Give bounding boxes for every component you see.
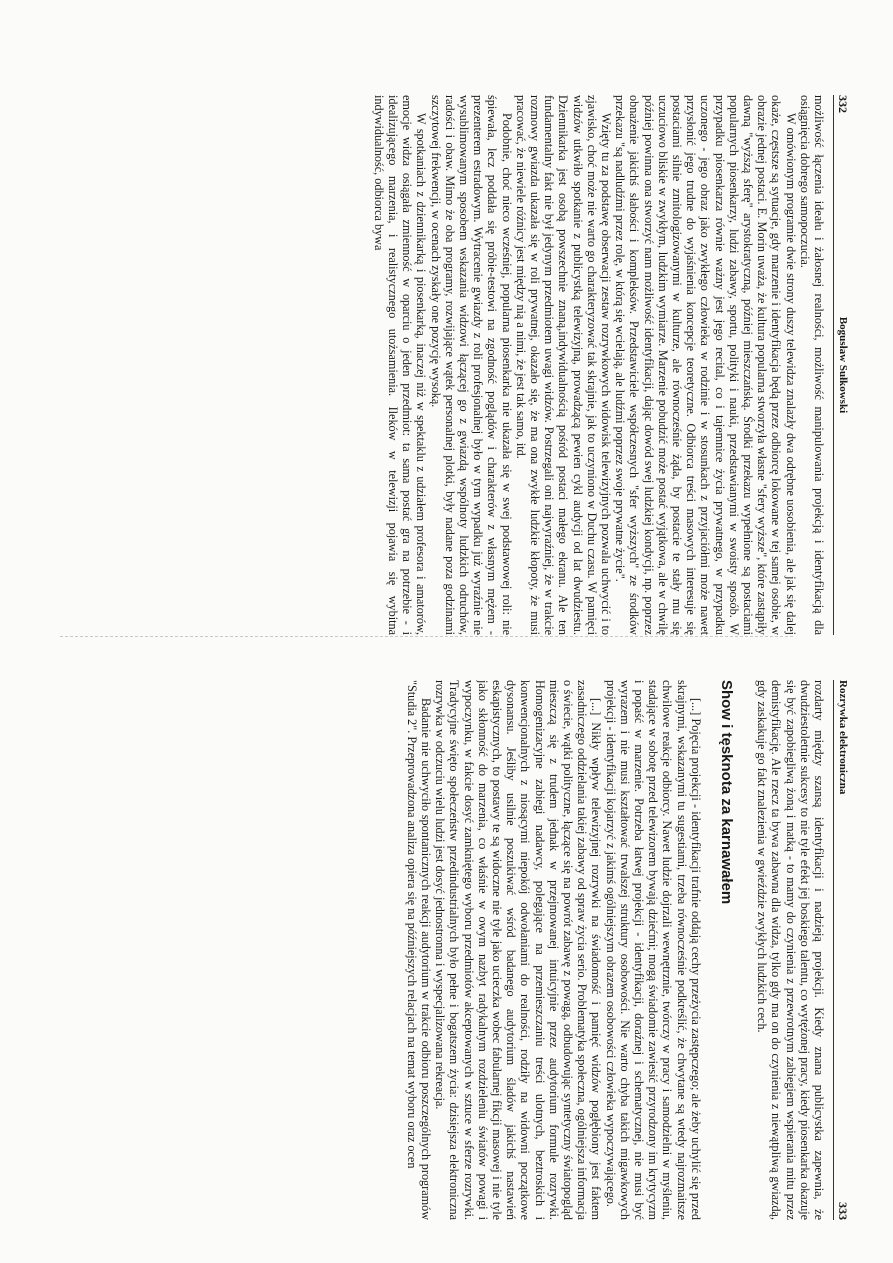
paragraph: Podobnie, choć nieco wcześniej, popularna piosenkarka nie ukazała się w swej podstawowej roli: nie śpiewała, lecz poddała się próbie-testowi na zgodność poglądów i charakterów z własnym mężem - prezenterem estradowym. Wytracenie gwiazdy z roli profesjonalnej było w tym wypadku już wyraźnie nie wysublimowanym sposobem wskazania widzowi łączącej go z gwiazdą wspólnoty ludzkich odruchów, radości i obaw. Mimo że oba programy, rozwijające wątek personalnej plotki, były nadane poza godzinami szczytowej frekwencji, w ocenach zyskały one pozycję wysoką. bbox=[428, 95, 514, 635]
section-heading: Show i tęsknota za karnawałem bbox=[717, 680, 735, 905]
page-fold-line bbox=[60, 636, 793, 637]
paragraph: W spotkaniach z dziennikarką i piosenkarką, inaczej niż w spektaklu z udziałem profesora i amatorów, emocje widza osiągała zmienność w oparciu o jeden przedmiot: ta sama postać gra na potrzebie - i idealizującego marzenia, i realistycznego utożsamienia. Ileków w telewizji pojawia się wybitna indywidualność, odbiorca bywa bbox=[371, 95, 429, 635]
right-body-text bbox=[90, 680, 826, 1220]
paragraph: [...] Pojęcia projekcji - identyfikacji trafnie oddają cechy przeżycia zastępczego; ale żeby uchylić się przed skrajnymi, wskazanymi tu sugestiami, trzeba równocześnie podkreślić, że chwytane są wtedy najrozmaitsze chwilowe reakcje odbiorcy. Nawet ludzie dojrzali wewnętrznie, twórczy w pracy i samodzielni w myśleniu, stadające w sobotę przed telewizorem bywają dziećmi; mogą świadomie zawiesić przyrodzony im krytycyzm i popaść w marzenie. Potrzeba łatwej projekcji - identyfikacji, doraźnej i schematycznej, nie musi być wyrazem i nie musi kształtować trwalszej struktury osobowości. Nie warto chyba takich migawkowych projekcji - identyfikacji kojarzyć z jakimś ogólniejszym obrazem osobowości człowieka wypoczywającego. bbox=[603, 680, 703, 1220]
right-running-head bbox=[833, 680, 850, 1220]
right-page bbox=[90, 680, 850, 1220]
paragraph: Wzięty tu za podstawę obserwacji zestaw rozrywkowych widowisk telewizyjnych pozwala uchwycić i to zjawisko, choć może nie warto go charakteryzować tak skrajnie, jak to uczyniono w Duchu czasu. W pamięci widzów utkwiło spotkanie z publicystką telewizyjną, prowadzącą pewien cykl audycji od lat dwudziestu. Dziennikarka jest osobą powszechnie znaną,indywidualnością pośród postaci małego ekranu. Ale ten fundamentalny fakt nie był jedynym przedmiotem uwagi widzów. Postrzegali oni najwyraźniej, że w trakcie rozmowy gwiazda ukazała się w roli prywatnej, okazało się, że ma ona zwykłe ludzkie kłopoty, że musi pracować, że niewiele różnicy jest między nią a nimi, że jest tak samo, itd. bbox=[513, 95, 613, 635]
left-running-head bbox=[833, 95, 850, 635]
paragraph: Badanie nie uchwyciło spontanicznych reakcji audytorium w trakcie odbioru poszczególnych programów "Studia 2". Przeprowadzona analiza opiera się na późniejszych relacjach na temat wyboru oraz ocen bbox=[404, 680, 433, 1220]
right-running-title: Rozrywka elektroniczna bbox=[837, 680, 849, 795]
paragraph: możliwość łączenia ideału i żałosnej realności, możliwość manipulowania projekcją i identyfikacją dla osiągnięcia dobrego samopoczucia. bbox=[797, 95, 826, 635]
paragraph: W omówionym programie dwie strony duszy telewidza znalazły dwa odrębne uosobienia, ale jak się dalej okaże, częstsze są sytuacje, gdy marzenie i identyfikacja będą przez odbiorcę lokowane w tej samej osobie, w obrazie jednej postaci. E. Morin uważa, że kultura popularna stworzyła własne "sfery wyższe", które zastąpiły dawną "wyższą sferę" arystokratyczną, później mieszczańską. Środki przekazu wypełnione są postaciami popularnych piosenkarzy, ludzi zabawy, sportu, polityki i nauki, przedstawianymi w swoisty sposób. W przypadku piosenkarza równie ważny jest jego recital, co i tajemnice życia prywatnego, w przypadku uczonego - jego obraz jako zwykłego człowieka w rodzinie i w stosunkach z przyjaciółmi może nawet przysłonić jego trudne do wyjaśnienia koncepcje teoretyczne. Odbiorca treści masowych interesuje się postaciami silnie zmitologizowanymi w kulturze, ale równocześnie żąda, by postacie te stały mu się uczuciowo bliskie w zwykłym, ludzkim wymiarze. Marzenie pobudzić może postać wyjątkowa, ale w chwilę później powinna ona stworzyć nam możliwość identyfikacji, dając dowód swej ludzkiej kondycji, np. poprzez obnażenie jakichś słabości i kompleksów. Przedstawiciele współczesnych "sfer wyższych" ze środków przekazu "są nadludźmi przez rolę, w którą się wcielają, ale ludźmi poprzez swoje prywatne życie". bbox=[613, 95, 798, 635]
left-page bbox=[90, 95, 850, 635]
paragraph: [...] Nikły wpływ telewizyjnej rozrywki na świadomość i pamięć widzów pogłębiony jest faktem zasadniczego oddzielania takiej zabawy od spraw życia serio. Problematyka społeczna, ogólniejsza informacja o świecie, wątki polityczne, łączące się na powrót zabawę z powagą, odbudowując syntetyczny światopogląd mieszczą się z trudem jednak w przejmowanej intuicyjnie przez audytorium formule rozrywki. Homogenizacyjne zabiegi nadawcy, polegające na przemieszczaniu treści ulotnych, beztroskich i konwencjonalnych z niosącymi niepokój odwołaniami do realności, rodziły na widowni początkowe dysonansu. Jeśliby usilnie poszukiwać wśród badanego audytorium śladów jakichś nastawień eskapistycznych, to postawy te są widoczne nie tyle jako ucieczka wobec fabularnej fikcji masowej i nie tyle jako skłonność do marzenia, co właśnie w owym nazbyt radykalnym rozdzieleniu światów powagi i wypoczynku, w fakcie dosyć zamkniętego wyboru przedmiotów akceptowanych w sztuce w sferze rozrywki. Tradycyjne święto społeczeństw przedindustrialnych było pełne i bogatszem życia: dzisiejsza elektroniczna rozrywka w odczuciu wielu ludzi jest dosyć jednostronna i wyspecjalizowana rekreacja. bbox=[433, 680, 604, 1220]
left-running-title: Bogusław Sułkowski bbox=[837, 316, 849, 414]
left-page-number: 332 bbox=[836, 95, 850, 113]
left-body-text bbox=[90, 95, 826, 635]
paragraph: rozdarty między szansą identyfikacji i nadzieją projekcji. Kiedy znana publicystka zapewnia, że dwudziestoletnie sukcesy to nie tyle efekt jej boskiego talentu, co wytężonej pracy, kiedy piosenkarka okazuje się być zapobiegliwą żoną i matką - to mamy do czynienia z przewrotnym zabiegiem wspierania mitu przez demistyfikację. Ale rzecz ta bywa zabawna dla widza, tylko gdy ma on do czynienia z niewątpliwą gwiazdą, gdy zaskakuje go fakt znalezienia w gwieździe zwykłych ludzkich cech. bbox=[755, 680, 826, 1220]
right-page-number: 333 bbox=[836, 1202, 850, 1220]
